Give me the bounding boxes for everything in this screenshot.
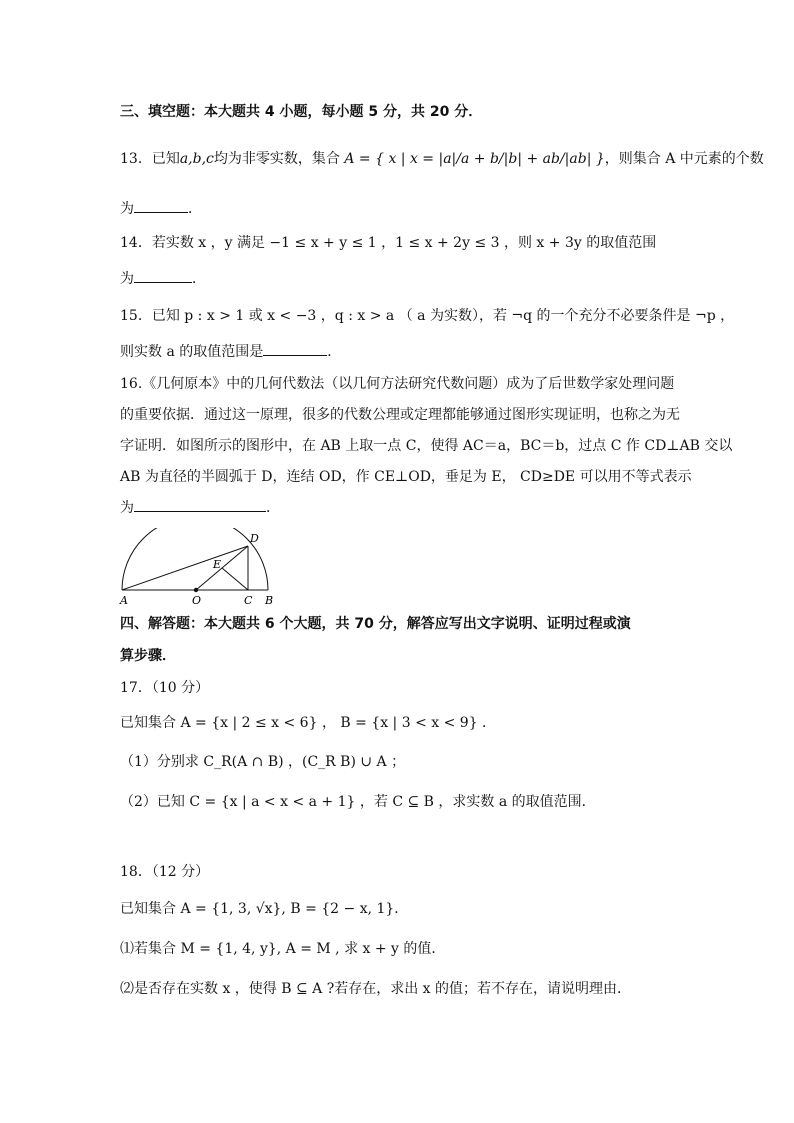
section4-heading-line1: 四、解答题：本大题共 6 个大题，共 70 分，解答应写出文字说明、证明过程或演: [120, 616, 631, 632]
label-e: E: [213, 558, 222, 571]
q16-line5: 为 ．: [120, 497, 280, 519]
section3-heading: 三、填空题：本大题共 4 小题，每小题 5 分，共 20 分．: [120, 104, 483, 120]
q13-line2: 为 ．: [120, 198, 202, 220]
q18-part2: ⑵是否存在实数 x ，使得 B ⊆ A ?若存在，求出 x 的值；若不存在，请说明理由．: [120, 981, 632, 997]
q17-title: 17．（10 分）: [120, 680, 210, 696]
label-b: B: [265, 594, 274, 607]
q15-answer-blank: [263, 341, 327, 356]
q13-suffix: ，则集合 A 中元素的个数: [604, 151, 764, 167]
q13-set-expression: A = { x | x = |a|/a + b/|b| + ab/|ab| }: [344, 151, 605, 167]
q14-line2: 为 ．: [120, 268, 206, 290]
q14-line1: 14．若实数 x ，y 满足 −1 ≤ x + y ≤ 1 ，1 ≤ x + 2y ≤ 3 ，则 x + 3y 的取值范围: [120, 235, 657, 251]
section4-heading-line2: 算步骤．: [120, 648, 176, 664]
q18-title: 18．（12 分）: [120, 864, 210, 880]
segment-ce: [222, 568, 248, 590]
q14-answer-blank: [134, 268, 192, 283]
q13-answer-blank: [134, 198, 188, 213]
semicircle-arc: [122, 528, 268, 590]
q17-given: 已知集合 A = {x | 2 ≤ x < 6} ， B = {x | 3 < x < 9} ．: [120, 715, 497, 731]
q18-given: 已知集合 A = {1, 3, √x}, B = {2 − x, 1}．: [120, 901, 409, 917]
q15-line2-text: 则实数 a 的取值范围是: [120, 344, 264, 360]
center-point-o: [194, 588, 198, 592]
q18-part1: ⑴若集合 M = {1, 4, y}, A = M , 求 x + y 的值．: [120, 941, 446, 957]
q16-line4: AB 为直径的半圆弧于 D，连结 OD，作 CE⊥OD，垂足为 E， CD≥DE 可以用不等式表示: [120, 469, 692, 485]
q13-line2-text: 为: [120, 201, 134, 217]
q13-prefix: 13．已知: [120, 151, 180, 167]
q15-line1: 15．已知 p : x > 1 或 x < −3 ，q : x > a （ a 为实数），若 ¬q 的一个充分不必要条件是 ¬p ，: [120, 308, 735, 324]
q17-part2: （2）已知 C = {x | a < x < a + 1} ，若 C ⊆ B ，求实数 a 的取值范围．: [120, 794, 596, 810]
q13-vars: a,b,c: [179, 151, 214, 167]
q16-line5-text: 为: [120, 500, 134, 516]
label-o: O: [192, 594, 202, 607]
q13-text: 均为非零实数，集合: [213, 151, 340, 167]
semicircle-figure: [118, 528, 288, 610]
q16-answer-blank: [134, 497, 266, 512]
q16-line3: 字证明．如图所示的图形中，在 AB 上取一点 C，使得 AC＝a，BC＝b，过点 C 作 CD⊥AB 交以: [120, 438, 733, 454]
q16-line2: 的重要依据．通过这一原理，很多的代数公理或定理都能够通过图形实现证明，也称之为无: [120, 407, 680, 423]
q17-part1: （1）分别求 C_R(A ∩ B) ，(C_R B) ∪ A ；: [120, 754, 406, 770]
label-a: A: [120, 594, 128, 607]
q14-line2-text: 为: [120, 271, 134, 287]
q15-line2: 则实数 a 的取值范围是 ．: [120, 341, 341, 363]
segment-ad: [122, 546, 248, 590]
label-c: C: [244, 594, 253, 607]
q13-line1: [120, 148, 764, 170]
q16-line1: 16.《几何原本》中的几何代数法（以几何方法研究代数问题）成为了后世数学家处理问题: [120, 376, 675, 392]
label-d: D: [250, 532, 259, 545]
